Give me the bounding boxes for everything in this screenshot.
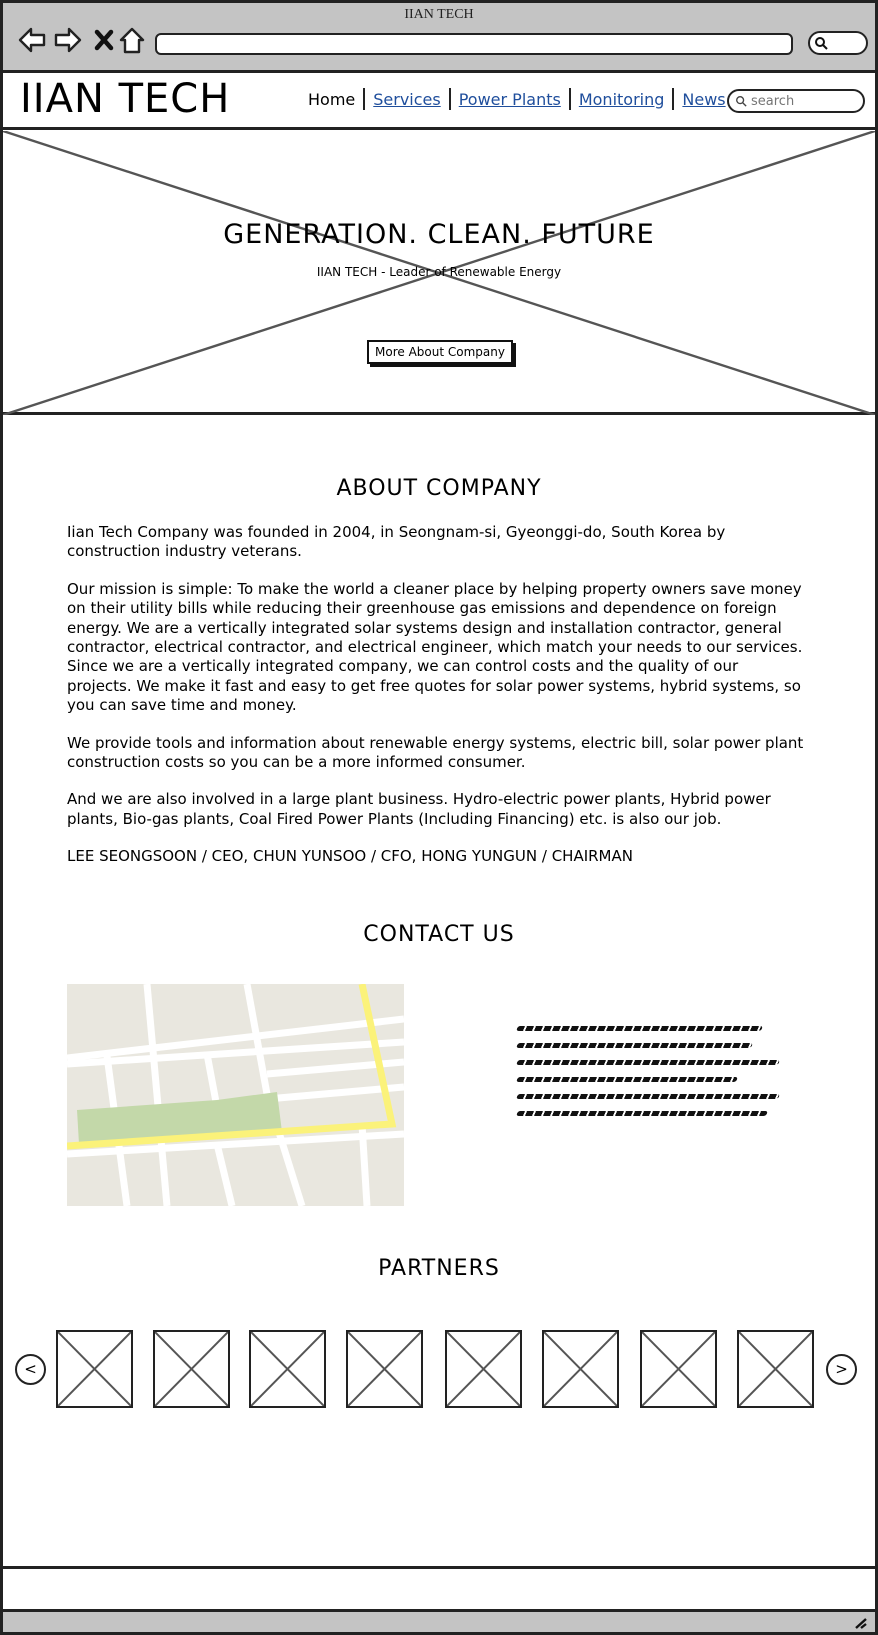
about-paragraph: Our mission is simple: To make the world a cleaner place by helping property owners save money on their utility bills while reducing their greenhouse gas emissions and dependence on foreign energy. We are a vertically integrated solar systems design and installation contractor, general contractor, electrical contractor, and electrical engineer, which match your needs to our services. Since we are a vertically integrated company, we can control costs and the quality of our projects. We make it fast and easy to get free quotes for solar power systems, hybrid systems, so you can save time and money. (67, 579, 803, 715)
resize-grip-icon[interactable] (853, 1617, 867, 1629)
home-icon[interactable] (117, 25, 147, 55)
hero-title: GENERATION. CLEAN. FUTURE (223, 219, 655, 250)
partners-title: PARTNERS (378, 1256, 500, 1281)
nav-home[interactable]: Home (308, 89, 356, 109)
site-header (3, 73, 875, 130)
about-paragraph: Iian Tech Company was founded in 2004, in Seongnam-si, Gyeonggi-do, South Korea by construction industry veterans. (67, 523, 726, 561)
nav-separator (449, 88, 451, 110)
window-title: IIAN TECH (404, 7, 474, 22)
partner-logo[interactable] (445, 1330, 522, 1408)
about-paragraph: And we are also involved in a large plant business. Hydro-electric power plants, Hybrid power plants, Bio-gas plants, Coal Fired Power Plants (Including Financing) etc. is also our job. (67, 790, 771, 828)
about-paragraph: We provide tools and information about renewable energy systems, electric bill, solar power plant construction costs so you can be a more informed consumer. (67, 733, 804, 772)
partner-logo[interactable] (249, 1330, 326, 1408)
hero-subtitle: IIAN TECH - Leader of Renewable Energy (316, 265, 562, 279)
partner-logo[interactable] (346, 1330, 423, 1408)
nav-separator (672, 88, 674, 110)
forward-arrow-icon[interactable] (53, 25, 83, 55)
nav-services[interactable]: Services (373, 89, 441, 109)
partner-logo[interactable] (153, 1330, 230, 1408)
browser-search-box[interactable] (808, 31, 868, 55)
partners-prev-button[interactable]: < (15, 1354, 46, 1385)
more-about-company-button[interactable]: More About Company (367, 340, 513, 364)
hero-banner (3, 131, 875, 415)
partner-logo[interactable] (56, 1330, 133, 1408)
about-title: ABOUT COMPANY (336, 476, 542, 501)
nav-news[interactable]: News (682, 89, 726, 109)
site-logo[interactable]: IIAN TECH (20, 76, 231, 122)
browser-status-bar (0, 1609, 878, 1635)
partner-logo[interactable] (737, 1330, 814, 1408)
location-map[interactable] (67, 984, 404, 1206)
search-icon (814, 36, 828, 50)
nav-separator (363, 88, 365, 110)
address-bar[interactable] (155, 33, 793, 55)
contact-title: CONTACT US (363, 922, 515, 947)
close-icon[interactable] (91, 27, 117, 53)
about-text (67, 523, 807, 867)
main-nav (308, 86, 726, 112)
partner-logo[interactable] (542, 1330, 619, 1408)
back-arrow-icon[interactable] (17, 25, 47, 55)
nav-power-plants[interactable]: Power Plants (458, 89, 561, 109)
search-input[interactable] (751, 94, 851, 109)
staff-list: LEE SEONGSOON / CEO, CHUN YUNSOO / CFO, HONG YUNGUN / CHAIRMAN (67, 847, 633, 866)
footer-divider (3, 1566, 875, 1569)
nav-separator (569, 88, 571, 110)
partners-next-button[interactable]: > (826, 1354, 857, 1385)
contact-info-placeholder (517, 1026, 782, 1126)
nav-monitoring[interactable]: Monitoring (578, 89, 665, 109)
search-icon (735, 95, 747, 107)
site-search (727, 89, 865, 113)
browser-toolbar (0, 0, 878, 73)
partner-logo[interactable] (640, 1330, 717, 1408)
map-graphic (67, 984, 404, 1206)
